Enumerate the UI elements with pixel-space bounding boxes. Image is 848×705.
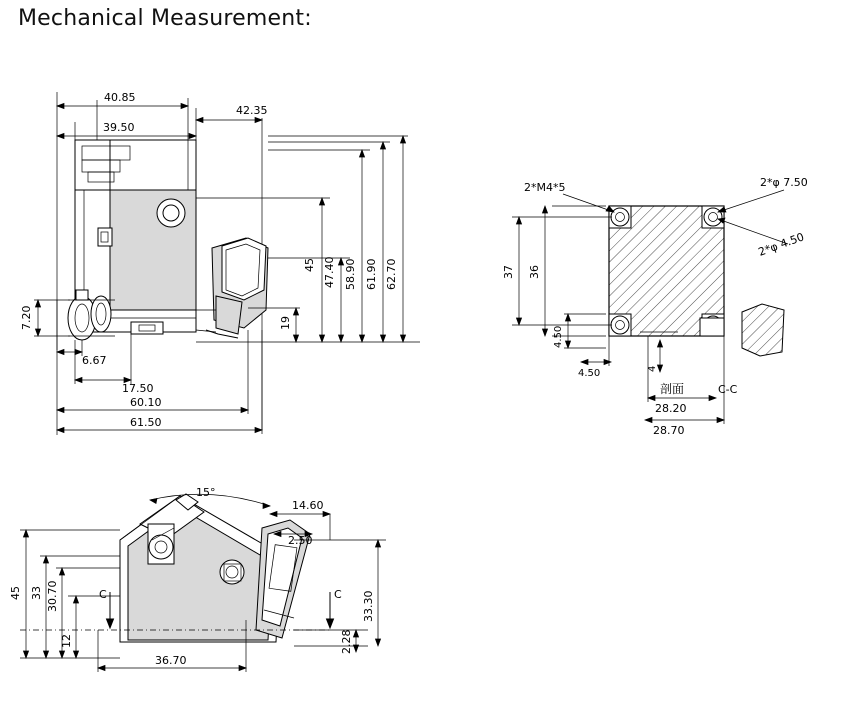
dim-36: [542, 206, 547, 336]
section-view-cc: [502, 176, 808, 437]
dim-label: 47.40: [323, 256, 336, 288]
dim-label: 4.50: [578, 368, 601, 379]
dim-58-90: [359, 150, 364, 342]
dim-4-50-v: [564, 314, 606, 348]
dim-label: 36: [528, 265, 541, 279]
cut-label-right: C: [334, 588, 342, 601]
leader-2m4x5: [563, 194, 614, 212]
dim-label: 61.50: [130, 416, 162, 429]
dim-33-30: [375, 540, 380, 646]
dim-label: 45: [9, 586, 22, 600]
dim-label: 61.90: [365, 258, 378, 290]
dim-42-35: [196, 117, 262, 122]
dim-label: 4.50: [553, 325, 564, 348]
dim-label: 42.35: [236, 104, 268, 117]
section-body: [609, 206, 724, 336]
dim-label: 2.28: [340, 629, 353, 654]
dim-label: 58.90: [344, 258, 357, 290]
section-label-cn: 剖面: [660, 382, 685, 396]
dim-label: 39.50: [103, 121, 135, 134]
dim-40-85: [57, 103, 188, 108]
dim-label: 30.70: [46, 580, 59, 612]
dim-label: 4: [647, 365, 658, 372]
dim-12: [73, 596, 78, 658]
front-emitter-bracket: [196, 238, 268, 338]
section-side-part: [742, 304, 784, 356]
note-thread: 2*M4*5: [524, 181, 566, 194]
note-hole-top: 2*φ 7.50: [760, 176, 808, 189]
dim-label: 33: [30, 586, 43, 600]
dim-28-20: [648, 395, 716, 400]
page-title: Mechanical Measurement:: [18, 6, 312, 31]
dim-label: 7.20: [20, 305, 33, 330]
dim-label: 17.50: [122, 382, 154, 395]
dim-label: 28.70: [653, 424, 685, 437]
dim-47-40: [338, 258, 343, 342]
dim-6-67: [57, 340, 82, 356]
dim-62-70: [400, 136, 405, 342]
dim-label: 6.67: [82, 354, 107, 367]
dim-4: [640, 332, 678, 372]
dim-label: 62.70: [385, 258, 398, 290]
section-label: C-C: [718, 383, 738, 396]
cut-label-left: C: [99, 588, 107, 601]
side-view: [9, 486, 386, 672]
side-body: [120, 494, 280, 642]
front-view: [20, 91, 420, 435]
dim-7-20: [34, 300, 70, 336]
dim-label: 37: [502, 265, 515, 279]
dim-4-50-h: [581, 336, 611, 366]
dim-label: 28.20: [655, 402, 687, 415]
dim-label: 33.30: [362, 590, 375, 622]
cut-marker-left: [107, 592, 114, 628]
dim-2-28: [353, 630, 358, 652]
dim-label: 15°: [196, 486, 216, 499]
cut-marker-right: [327, 592, 334, 628]
dim-label: 36.70: [155, 654, 187, 667]
dim-label: 12: [60, 634, 73, 648]
dim-label: 45: [303, 258, 316, 272]
dim-label: 40.85: [104, 91, 136, 104]
dim-39-50: [57, 133, 196, 138]
leader-phi-7-50: [718, 190, 784, 212]
dim-label: 19: [279, 316, 292, 330]
dim-19: [293, 308, 298, 342]
dim-37: [516, 217, 521, 325]
dim-label: 60.10: [130, 396, 162, 409]
note-hole-bottom: 2*φ 4.50: [756, 230, 806, 259]
dim-label: 14.60: [292, 499, 324, 512]
dim-61-90: [380, 142, 385, 342]
dim-label: 2.50: [288, 534, 313, 547]
